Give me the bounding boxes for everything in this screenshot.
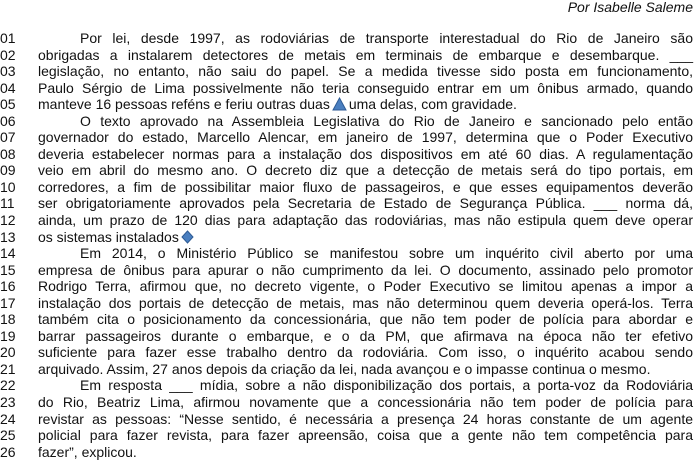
text-line — [0, 427, 699, 444]
line-text — [38, 444, 693, 461]
line-text-segment: O texto aprovado na Assembleia Legislativa do Rio de Janeiro e sancionado pelo então — [80, 112, 693, 129]
line-text-segment: legislação, no entanto, não saiu do papel. Se a medida tivesse sido posta em funcionamento, — [38, 63, 693, 80]
author-byline: Por Isabelle Saleme — [567, 0, 693, 15]
text-line — [0, 411, 699, 428]
line-text-segment: do Rio, Beatriz Lima, afirmou novamente que a concessionária não tem poder de polícia para — [38, 394, 693, 411]
line-text — [38, 129, 693, 146]
line-text-segment: Em 2014, o Ministério Público se manifestou sobre um inquérito civil aberto por uma — [80, 245, 693, 262]
text-line — [0, 129, 699, 146]
line-number: 10 — [0, 178, 16, 195]
line-text — [80, 377, 693, 394]
text-line — [0, 179, 699, 196]
text-line — [0, 80, 699, 97]
line-text — [80, 113, 693, 130]
line-text — [38, 262, 693, 279]
text-line — [0, 162, 699, 179]
line-text-segment: uma delas, com gravidade. — [348, 96, 517, 113]
line-text-segment: Rodrigo Terra, afirmou que, no decreto vigente, o Poder Executivo se limitou apenas a impor a — [38, 278, 693, 295]
text-line — [0, 328, 699, 345]
line-number: 24 — [0, 410, 16, 427]
line-text-segment: revistar as pessoas: “Nesse sentido, é necessária a presença 24 horas constante de um agente — [38, 410, 693, 427]
text-line — [0, 113, 699, 130]
line-number: 16 — [0, 278, 16, 295]
text-line — [0, 278, 699, 295]
line-text-segment: ser obrigatoriamente aprovados pela Secretaria de Estado de Segurança Pública. ___ norma dá, — [38, 195, 693, 212]
line-text — [80, 245, 693, 262]
line-text — [38, 212, 693, 229]
text-line — [0, 195, 699, 212]
line-text — [38, 328, 693, 345]
line-text — [38, 361, 693, 378]
line-number: 06 — [0, 112, 16, 129]
line-text — [80, 30, 693, 47]
line-text — [38, 311, 693, 328]
text-line — [0, 146, 699, 163]
line-text-segment: deveria estabelecer normas para a instalação dos dispositivos em até 60 dias. A regulamentação — [38, 145, 693, 162]
line-text-segment: instalação dos portais de detecção de metais, mas não determinou quem deveria operá-los. Terra — [38, 294, 693, 311]
line-text-segment: ainda, um prazo de 120 dias para adaptação das rodoviárias, mas não estipula quem deve operar — [38, 212, 693, 229]
line-text-segment: policial para fazer revista, para fazer apreensão, coisa que a gente não tem competência para — [38, 427, 693, 444]
line-number: 12 — [0, 212, 16, 229]
line-number: 02 — [0, 46, 16, 63]
text-line — [0, 377, 699, 394]
line-number: 20 — [0, 344, 16, 361]
line-number: 14 — [0, 245, 16, 262]
line-text — [38, 63, 693, 80]
line-number: 22 — [0, 377, 16, 394]
text-line — [0, 96, 699, 113]
numbered-text — [0, 30, 699, 460]
text-line — [0, 311, 699, 328]
line-text — [38, 394, 693, 411]
line-number: 05 — [0, 96, 16, 113]
line-text-segment: veio em abril do mesmo ano. O decreto diz que a detecção de metais será do tipo portais, em — [38, 162, 693, 179]
text-line — [0, 245, 699, 262]
line-number: 15 — [0, 261, 16, 278]
line-text — [38, 162, 693, 179]
line-text-segment: Paulo Sérgio de Lima possivelmente não teria conseguido entrar em um ônibus armado, quando — [38, 79, 693, 96]
line-number: 19 — [0, 327, 16, 344]
line-text-segment: os sistemas instalados — [38, 228, 179, 245]
line-number: 09 — [0, 162, 16, 179]
line-text-segment: empresa de ônibus para apurar o não cumprimento da lei. O documento, assinado pelo promotor — [38, 261, 693, 278]
text-line — [0, 47, 699, 64]
line-text-segment: também cita o posicionamento da concessionária, que não tem poder de polícia para abordar e — [38, 311, 693, 328]
line-text — [38, 278, 693, 295]
line-text — [38, 195, 693, 212]
line-text-segment: governador do estado, Marcello Alencar, em janeiro de 1997, determina que o Poder Executivo — [38, 129, 693, 146]
line-number: 07 — [0, 129, 16, 146]
line-text-segment: obrigadas a instalarem detectores de metais em terminais de embarque e desembarque. ___ — [38, 46, 693, 63]
line-number: 26 — [0, 443, 16, 460]
text-line — [0, 394, 699, 411]
line-number: 18 — [0, 311, 16, 328]
line-text-segment: fazer”, explicou. — [38, 443, 137, 460]
text-line — [0, 295, 699, 312]
line-text — [38, 295, 693, 312]
line-number: 08 — [0, 145, 16, 162]
line-text-segment: Por lei, desde 1997, as rodoviárias de transporte interestadual do Rio de Janeiro são — [80, 30, 693, 46]
text-line — [0, 30, 699, 47]
line-text-segment: corredores, a fim de possibilitar maior fluxo de passageiros, e que esses equipamentos deverão — [38, 178, 693, 195]
line-number: 25 — [0, 427, 16, 444]
line-number: 23 — [0, 394, 16, 411]
line-text-segment: Em resposta ___ mídia, sobre a não disponibilização dos portais, a porta-voz da Rodoviária — [80, 377, 693, 394]
line-text — [38, 427, 693, 444]
line-number: 17 — [0, 294, 16, 311]
line-number: 03 — [0, 63, 16, 80]
line-text — [38, 47, 693, 64]
line-text — [38, 344, 693, 361]
line-number: 04 — [0, 79, 16, 96]
text-line — [0, 444, 699, 461]
line-text — [38, 411, 693, 428]
line-number: 01 — [0, 30, 16, 46]
line-text-segment: manteve 16 pessoas reféns e feriu outras duas — [38, 96, 330, 113]
line-number: 11 — [0, 195, 15, 212]
line-number: 21 — [0, 360, 16, 377]
text-line — [0, 262, 699, 279]
line-text-segment: suficiente para fazer esse trabalho dentro da rodoviária. Com isso, o inquérito acabou sendo — [38, 344, 693, 361]
text-line — [0, 361, 699, 378]
line-text — [38, 179, 693, 196]
line-text-segment: barrar passageiros durante o embarque, e o da PM, que afirmava na época não ter efetivo — [38, 327, 693, 344]
line-text — [38, 146, 693, 163]
text-line — [0, 212, 699, 229]
text-line — [0, 344, 699, 361]
line-text-segment: arquivado. Assim, 27 anos depois da criação da lei, nada avançou e o impasse continua o mesmo. — [38, 360, 651, 377]
text-line — [0, 229, 699, 246]
line-text — [38, 80, 693, 97]
line-number: 13 — [0, 228, 16, 245]
text-line — [0, 63, 699, 80]
